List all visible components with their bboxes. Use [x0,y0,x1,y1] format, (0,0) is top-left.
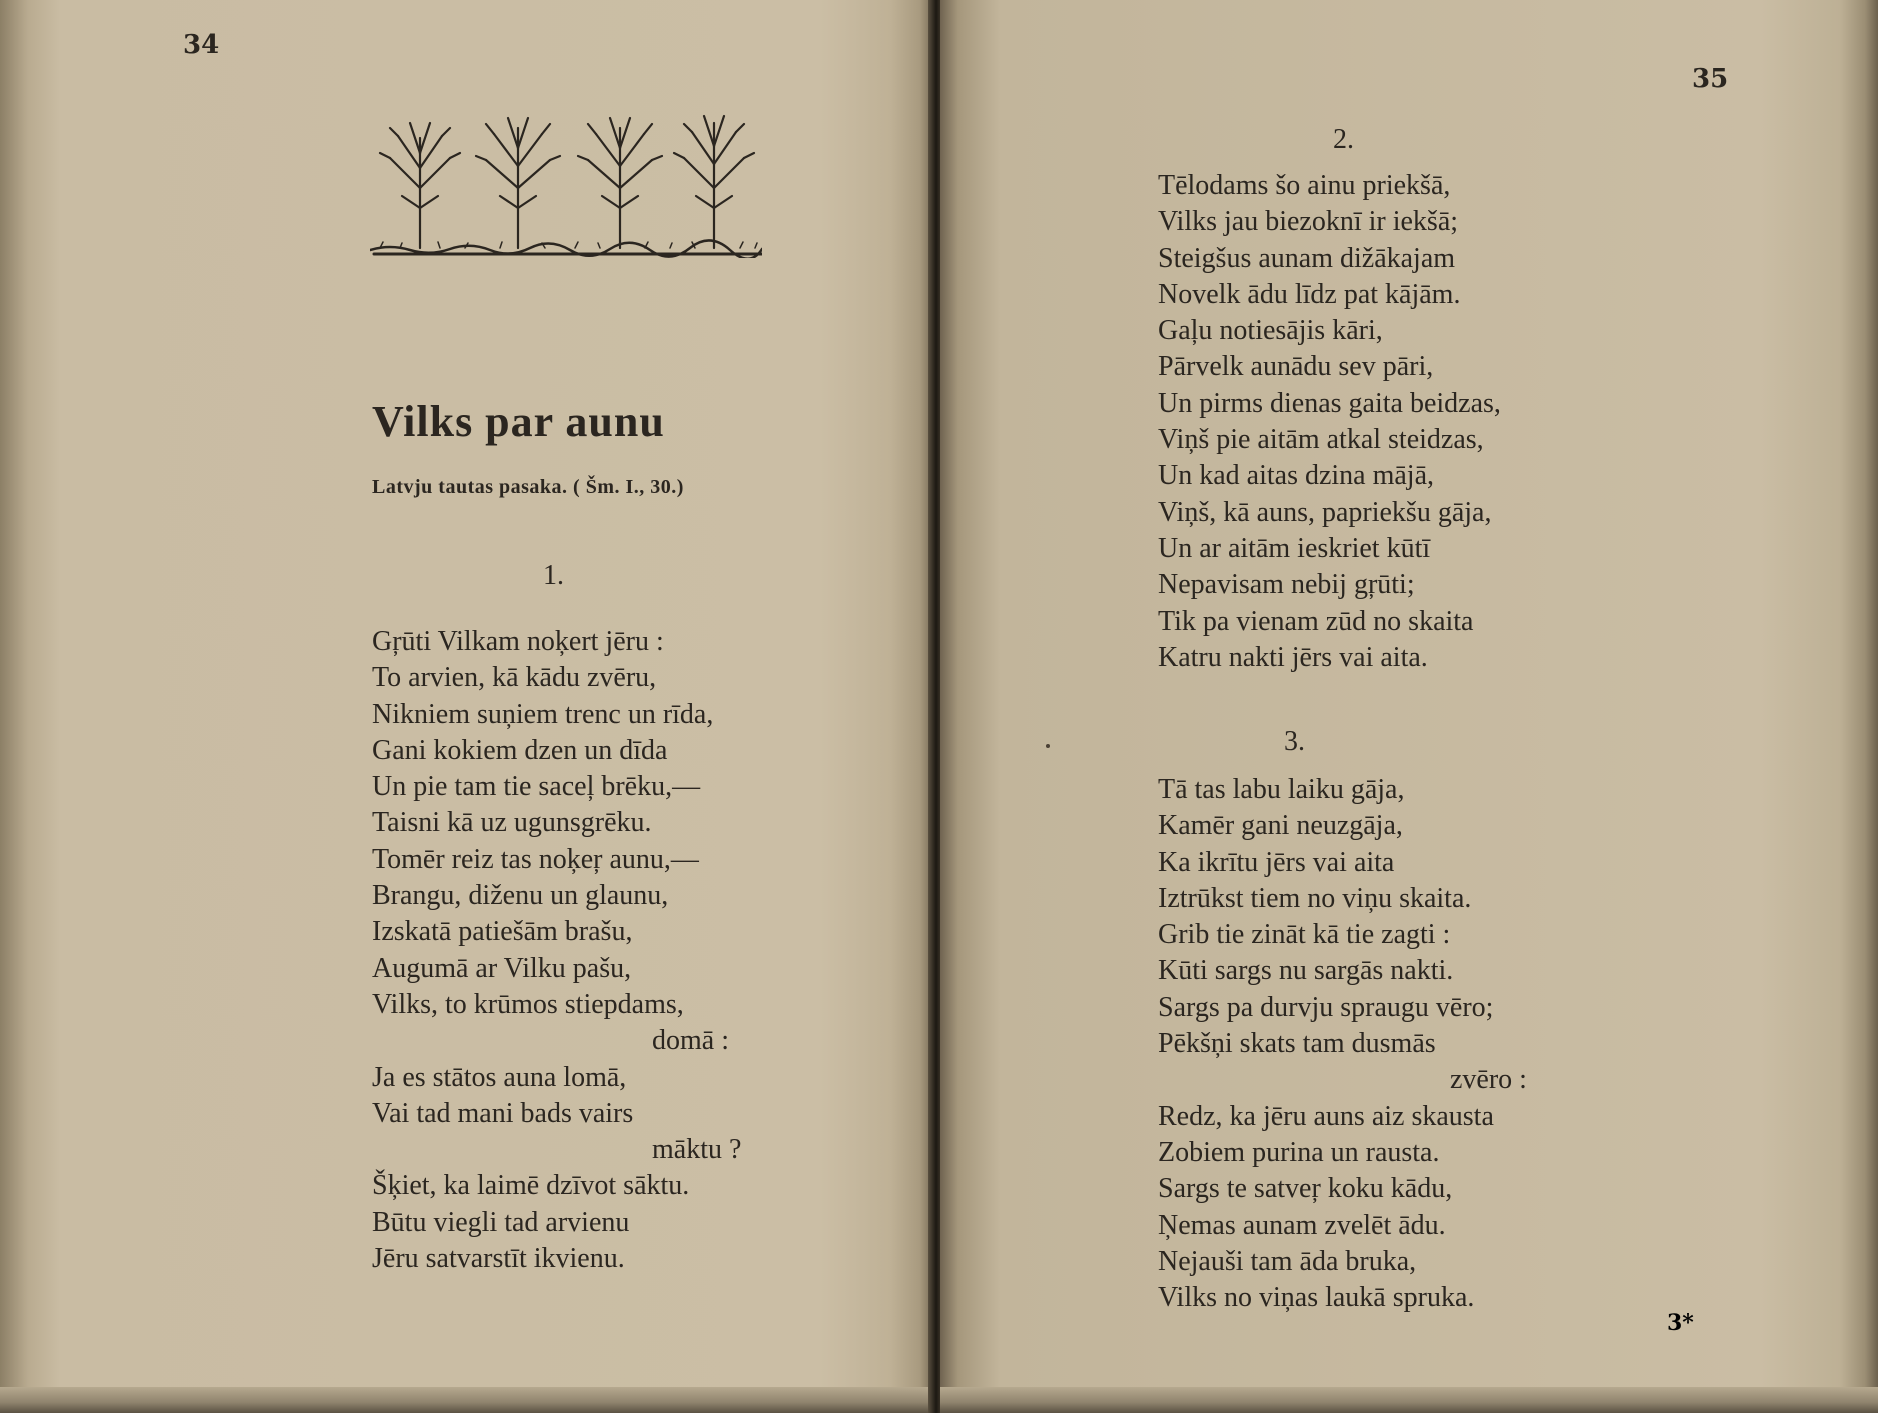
verse-line: Augumā ar Vilku pašu, [372,952,632,984]
verse-line: Tik pa vienam zūd no skaita [1158,605,1474,637]
verse-line: Zobiem purina un rausta. [1158,1136,1440,1168]
right-page-number: 35 [1692,64,1729,94]
four-trees-ornament-icon [370,98,762,258]
verse-line-continuation: māktu ? [652,1134,742,1166]
verse-line: Katru nakti jērs vai aita. [1158,641,1428,673]
section-number-1: 1. [543,560,564,591]
verse-line-continuation: zvēro : [1450,1064,1527,1096]
verse-line: Un kad aitas dzina mājā, [1158,460,1435,492]
verse-line: Ka ikrītu jērs vai aita [1158,846,1395,878]
verse-line: To arvien, kā kādu zvēru, [372,662,657,694]
verse-line: Iztrūkst tiem no viņu skaita. [1158,882,1472,914]
verse-line: Brangu, diženu un glaunu, [372,880,669,912]
left-page-number: 34 [183,30,220,60]
verse-block-2 [1158,168,1501,676]
verse-line: Gani kokiem dzen un dīda [372,734,668,766]
verse-line: Nepavisam nebij gŗūti; [1158,569,1415,601]
verse-line: Novelk ādu līdz pat kājām. [1158,278,1461,310]
verse-line: Vilks jau biezoknī ir iekšā; [1158,206,1459,238]
verse-line: Ņemas aunam zvelēt ādu. [1158,1209,1446,1241]
verse-block-3 [1158,772,1527,1316]
verse-line: Taisni kā uz ugunsgrēku. [372,807,652,839]
verse-line: Kūti sargs nu sargās nakti. [1158,955,1454,987]
verse-line: Gŗūti Vilkam noķert jēru : [372,626,664,657]
verse-line: Vai tad mani bads vairs [372,1097,634,1129]
right-page [940,0,1878,1413]
verse-line: Gaļu notiesājis kāri, [1158,315,1383,347]
verse-line: Kamēr gani neuzgāja, [1158,810,1403,842]
page-edge [940,1387,1878,1413]
verse-line: Nejauši tam āda bruka, [1158,1245,1417,1277]
poem-title: Vilks par aunu [372,397,665,446]
left-page [0,0,932,1413]
poem-source: Latvju tautas pasaka. ( Šm. I., 30.) [372,476,684,498]
verse-line: Viņš pie aitām atkal steidzas, [1158,424,1484,456]
verse-line: Viņš, kā auns, papriekšu gāja, [1158,496,1492,528]
verse-line: Jēru satvarstīt ikvienu. [372,1243,625,1275]
page-edge [0,1387,932,1413]
verse-line: Sargs pa durvju spraugu vēro; [1158,991,1494,1023]
verse-line: Vilks, to krūmos stiepdams, [372,988,684,1020]
verse-line: Vilks no viņas laukā spruka. [1158,1282,1475,1314]
verse-line: Grib tie zināt kā tie zagti : [1158,919,1451,951]
verse-line: Tēlodams šo ainu priekšā, [1158,170,1451,201]
verse-line: Sargs te satveŗ koku kādu, [1158,1173,1453,1205]
verse-line: Nikniem suņiem trenc un rīda, [372,698,714,730]
verse-line: Izskatā patiešām brašu, [372,916,633,948]
verse-line: Steigšus aunam dižākajam [1158,242,1456,274]
verse-line: Un ar aitām ieskriet kūtī [1158,532,1431,564]
verse-line: Un pirms dienas gaita beidzas, [1158,387,1501,419]
verse-line: Pārvelk aunādu sev pāri, [1158,351,1434,383]
verse-line: Būtu viegli tad arvienu [372,1206,630,1238]
verse-line: Redz, ka jēru auns aiz skausta [1158,1100,1494,1132]
verse-line: Ja es stātos auna lomā, [372,1061,627,1093]
verse-line: Un pie tam tie saceļ brēku,— [372,771,701,803]
verse-line: Tā tas labu laiku gāja, [1158,774,1405,805]
verse-line: Pēkšņi skats tam dusmās [1158,1028,1436,1060]
verse-block-1 [372,624,741,1277]
verse-line: Tomēr reiz tas noķeŗ aunu,— [372,843,699,875]
section-number-3: 3. [1284,726,1305,757]
signature-mark: 3* [1667,1310,1694,1336]
verse-line-continuation: domā : [652,1025,729,1057]
verse-line: Šķiet, ka laimē dzīvot sāktu. [372,1170,690,1202]
ink-speck [1046,744,1050,748]
section-number-2: 2. [1333,124,1354,155]
